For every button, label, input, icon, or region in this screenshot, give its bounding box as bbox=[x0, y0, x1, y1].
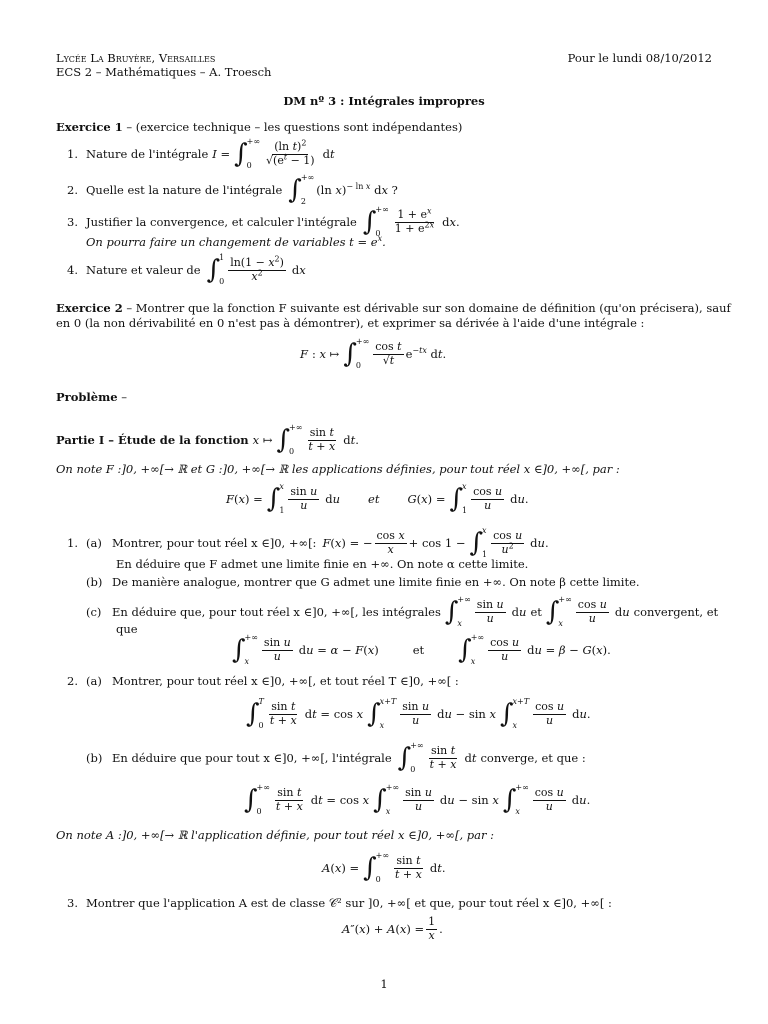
page-title: DM nº 3 : Intégrales impropres bbox=[283, 94, 485, 108]
ex1-q4-num: 4. bbox=[67, 262, 78, 277]
fraction: $\frac{\text{sin t}}{t + x}$ bbox=[395, 853, 422, 881]
fraction: $\frac{\text{cos u}}{u}$ bbox=[535, 699, 565, 727]
ex2-formula: F : x ↦ ∫ +∞ 0 $\frac{\text{cos t}}{√t}$ $e^{-tx}$ dt. bbox=[300, 337, 447, 370]
def-A-formula: A(x) = ∫ +∞ 0 $\frac{\text{sin t}}{t + x}$ dt. bbox=[322, 851, 446, 884]
fraction: $\frac{1}{x}$ bbox=[428, 915, 436, 942]
class-info: ECS 2 – Mathématiques – A. Troesch bbox=[56, 65, 272, 79]
p1-q1b bbox=[86, 575, 640, 589]
p1-q1c-label: (c) bbox=[86, 604, 102, 619]
fraction: $\frac{\text{cos x}}{x}$ bbox=[376, 528, 405, 556]
p1-q1a-line2: En déduire que F admet une limite finie en +∞. On note α cette limite. bbox=[116, 557, 529, 571]
p1-q1a: 1. (a) Montrer, pour tout réel x ∈]0, +∞[: F(x) = − $\frac{\text{cos x}}{x}$ + cos 1 − ∫ x 1 $\frac{\text{cos u}}{u^2}$ du. bbox=[56, 527, 549, 559]
integral-0-inf: ∫ +∞ 0 bbox=[363, 851, 390, 884]
probleme-line bbox=[56, 390, 127, 404]
p1-q2a-text: Montrer, pour tout réel x ∈]0, +∞[, et tout réel T ∈]0, +∞[ : bbox=[112, 674, 459, 688]
ex1-heading: Exercice 1 bbox=[56, 120, 123, 134]
fraction: $\frac{\text{cos u}}{u^2}$ bbox=[493, 528, 523, 556]
math-F: F bbox=[300, 346, 308, 361]
p1-q3-text: Montrer que l'application A est de classe 𝒞² sur ]0, +∞[ et que, pour tout réel x ∈]0, +∞[ : bbox=[86, 896, 612, 910]
math-expr: (ln x)$^{- ln x}$ dx ? bbox=[316, 181, 398, 197]
ex2-heading: Exercice 2 bbox=[56, 301, 123, 315]
due-date: Pour le lundi 08/10/2012 bbox=[567, 51, 712, 65]
math-expr: $e^{-tx}$ dt. bbox=[405, 345, 447, 361]
integral-1-x: ∫ x 1 bbox=[449, 482, 468, 515]
def-FG-formula: F(x) = ∫ x 1 $\frac{\text{sin u}}{u}$ du et G(x) = ∫ x 1 $\frac{\text{cos u}}{u}$ du. bbox=[226, 482, 529, 515]
partie1-heading: Partie I – Étude de la fonction bbox=[56, 432, 249, 447]
integral-x-inf: ∫ +∞ x bbox=[373, 783, 400, 816]
ex2-line1 bbox=[56, 301, 731, 315]
p1-q2a-label: (a) bbox=[86, 674, 102, 688]
fraction: $\frac{(\ln t)^2}{√(e^t - 1)}$ bbox=[266, 138, 315, 167]
ex1-q4 bbox=[56, 254, 306, 286]
and-word: et bbox=[368, 491, 380, 506]
p1-q1c-end: convergent, et bbox=[633, 604, 719, 619]
ex1-q1-num: 1. bbox=[67, 146, 78, 161]
math-dt: dt bbox=[322, 146, 335, 161]
p1-q2b-end: converge, et que : bbox=[480, 750, 586, 765]
ex1-q3-hint-line: On pourra faire un changement de variables $t = e^x$. bbox=[86, 234, 386, 249]
p1-q2a bbox=[56, 674, 459, 688]
ex1-q4-text: Nature et valeur de bbox=[86, 262, 201, 277]
fraction: $\frac{1 + e^x}{1 + e^{2x}}$ bbox=[394, 206, 435, 235]
def-A: On note A :]0, +∞[→ ℝ l'application définie, pour tout réel x ∈]0, +∞[, par : bbox=[56, 828, 494, 842]
fraction: $\frac{\text{sin u}}{u}$ bbox=[290, 484, 318, 512]
ex2-text-1: – Montrer que la fonction F suivante est dérivable sur son domaine de définition (qu'on précisera), sauf bbox=[122, 301, 731, 315]
fraction: $\frac{\text{cos u}}{u}$ bbox=[473, 484, 503, 512]
ex1-q3 bbox=[56, 206, 460, 238]
integral-0-inf: ∫ +∞ 0 bbox=[362, 205, 389, 238]
p1-q2b-label: (b) bbox=[86, 750, 103, 765]
integral-x-xT: ∫ x+T x bbox=[367, 697, 397, 730]
math-dx: dx bbox=[291, 262, 306, 277]
p1-q1c-text: En déduire que, pour tout réel x ∈]0, +∞[, les intégrales bbox=[112, 604, 441, 619]
ex1-q2-num: 2. bbox=[67, 182, 78, 197]
fraction: $\frac{\text{cos u}}{u}$ bbox=[577, 597, 607, 625]
ex1-q3-text: Justifier la convergence, et calculer l'intégrale bbox=[86, 214, 357, 229]
p1-q1b-label: (b) bbox=[86, 575, 103, 589]
page-number: 1 bbox=[380, 977, 388, 991]
fraction: $\frac{\text{cos u}}{u}$ bbox=[534, 785, 564, 813]
integral-x-inf: ∫ +∞ x bbox=[232, 633, 258, 666]
integral-0-inf: ∫ +∞ 0 bbox=[343, 337, 370, 370]
ex1-q2-text: Quelle est la nature de l'intégrale bbox=[86, 182, 283, 197]
ex1-subtitle: – (exercice technique – les questions sont indépendantes) bbox=[122, 120, 463, 134]
p1-q1c-mid: et bbox=[530, 604, 542, 619]
fraction: $\frac{\ln(1 - x^2)}{x^2}$ bbox=[230, 254, 284, 283]
p1-q3-formula: A″(x) + A(x) = $\frac{1}{x}$ . bbox=[342, 915, 443, 942]
p1-q1b-text: De manière analogue, montrer que G admet une limite finie en +∞. On note β cette limite. bbox=[112, 575, 640, 589]
p1-q1c-formula: ∫ +∞ x $\frac{\text{sin u}}{u}$ du = α − F(x) et ∫ +∞ x $\frac{\text{cos u}}{u}$ du = β − G(x). bbox=[232, 633, 611, 666]
fraction: $\frac{\text{sin t}}{t + x}$ bbox=[308, 425, 336, 453]
integral-1-x: ∫ x 1 bbox=[266, 482, 285, 515]
integral-x-inf: ∫ +∞ x bbox=[444, 595, 471, 628]
p1-q3 bbox=[56, 896, 612, 910]
probleme-dash: – bbox=[117, 390, 127, 404]
school-name: Lycée La Bruyère, Versailles bbox=[56, 51, 216, 65]
math-I: I = bbox=[212, 146, 231, 161]
ex1-q3-hint: On pourra faire un changement de variables t = e bbox=[86, 235, 378, 249]
integral-x-xT: ∫ x+T x bbox=[499, 697, 530, 730]
ex1-q1-text: Nature de l'intégrale bbox=[86, 146, 209, 161]
fraction: $\frac{\text{sin u}}{u}$ bbox=[476, 597, 504, 625]
ex1-q2 bbox=[56, 174, 398, 206]
partie1-heading-line: Partie I – Étude de la fonction x ↦ ∫ +∞ 0 $\frac{\text{sin t}}{t + x}$ dt. bbox=[56, 423, 359, 456]
integral-x-inf: ∫ +∞ x bbox=[502, 783, 529, 816]
fraction: $\frac{\text{sin t}}{t + x}$ bbox=[275, 785, 303, 813]
integral-0-inf: ∫ +∞ 0 bbox=[276, 423, 303, 456]
p1-q2b: (b) En déduire que pour tout x ∈]0, +∞[, l'intégrale ∫ +∞ 0 $\frac{\text{sin t}}{t + x}$ dt converge, et que : bbox=[86, 741, 586, 774]
p1-q1c: (c) En déduire que, pour tout réel x ∈]0, +∞[, les intégrales ∫ +∞ x $\frac{\text{sin u}}{u}$ du et ∫ +∞ x $\frac{\text{cos u}}{u}$ du convergent, et bbox=[86, 595, 719, 628]
integral-0-inf: ∫ +∞ 0 bbox=[234, 137, 261, 170]
integral-1-x: ∫ x 1 bbox=[469, 526, 488, 559]
integral-0-inf: ∫ +∞ 0 bbox=[397, 741, 424, 774]
p1-q1a-label: (a) bbox=[86, 535, 102, 550]
fraction: $\frac{\text{sin u}}{u}$ bbox=[405, 785, 432, 813]
ex1-q1 bbox=[56, 138, 335, 170]
integral-0-1: ∫ 1 0 bbox=[206, 253, 225, 286]
integral-0-T: ∫ T 0 bbox=[246, 697, 264, 730]
p1-q1-num: 1. bbox=[67, 535, 78, 550]
ex2-text-2: en 0 (la non dérivabilité en 0 n'est pas à démontrer), et exprimer sa dérivée à l'aide d'une intégrale : bbox=[56, 316, 645, 330]
fraction: $\frac{\text{sin t}}{t + x}$ bbox=[429, 743, 457, 771]
integral-2-inf: ∫ +∞ 2 bbox=[288, 173, 315, 206]
fraction: $\frac{\text{sin t}}{t + x}$ bbox=[269, 699, 297, 727]
p1-q2b-formula: ∫ +∞ 0 $\frac{\text{sin t}}{t + x}$ dt = cos x ∫ +∞ x $\frac{\text{sin u}}{u}$ du − sin x ∫ +∞ x $\frac{\text{cos u}}{u}$ du. bbox=[244, 783, 591, 816]
fraction: $\frac{\text{sin u}}{u}$ bbox=[263, 635, 291, 663]
p1-q3-num: 3. bbox=[67, 896, 78, 910]
integral-x-inf: ∫ +∞ x bbox=[545, 595, 572, 628]
math-dx: dx. bbox=[442, 214, 460, 229]
fraction: $\frac{\text{sin u}}{u}$ bbox=[402, 699, 430, 727]
ex1-heading-line bbox=[56, 120, 462, 134]
partie1-intro: On note F :]0, +∞[→ ℝ et G :]0, +∞[→ ℝ les applications définies, pour tout réel x ∈]0, +∞[, par : bbox=[56, 462, 620, 476]
ex1-q3-num: 3. bbox=[67, 214, 78, 229]
fraction: $\frac{\text{cos u}}{u}$ bbox=[490, 635, 520, 663]
p1-q2-num: 2. bbox=[67, 674, 78, 688]
p1-q1c-que: que bbox=[116, 622, 138, 636]
integral-0-inf: ∫ +∞ 0 bbox=[244, 783, 270, 816]
p1-q2b-text: En déduire que pour tout x ∈]0, +∞[, l'intégrale bbox=[112, 750, 392, 765]
p1-q1a-text: Montrer, pour tout réel x ∈]0, +∞[: bbox=[112, 535, 317, 550]
fraction: $\frac{\text{cos t}}{√t}$ bbox=[375, 339, 402, 367]
integral-x-inf: ∫ +∞ x bbox=[458, 633, 485, 666]
p1-q2a-formula: ∫ T 0 $\frac{\text{sin t}}{t + x}$ dt = cos x ∫ x+T x $\frac{\text{sin u}}{u}$ du − sin x ∫ x+T x $\frac{\text{cos u}}{u}$ du. bbox=[246, 697, 591, 730]
probleme-heading: Problème bbox=[56, 390, 118, 404]
